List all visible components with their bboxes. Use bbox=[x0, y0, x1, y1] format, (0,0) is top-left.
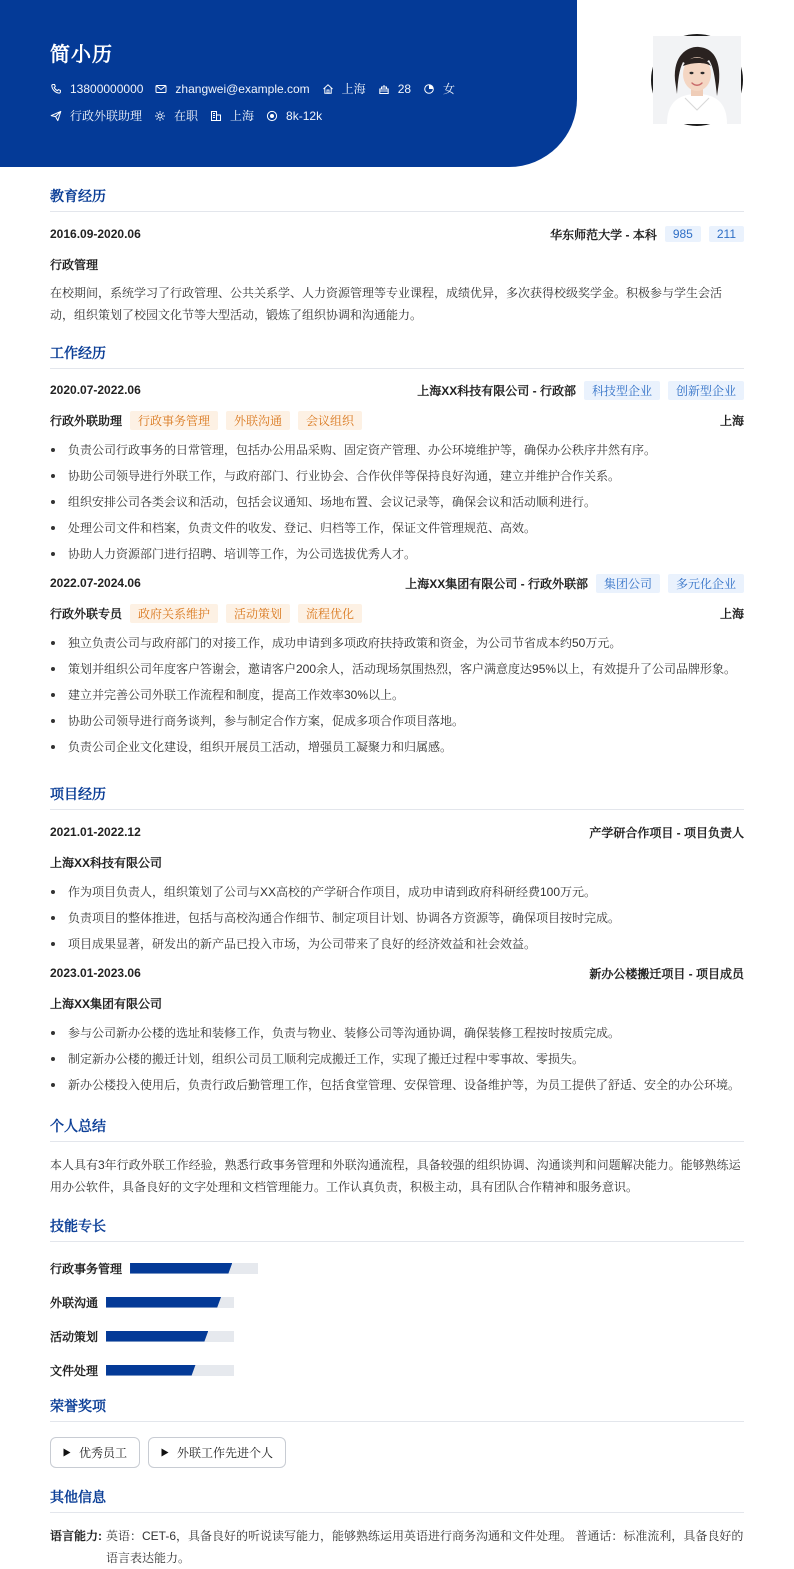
phone-text: 13800000000 bbox=[70, 81, 144, 96]
work-company bbox=[405, 574, 744, 593]
list-item: 建立并完善公司外联工作流程和制度，提高工作效率30%以上。 bbox=[50, 686, 744, 704]
skills-section bbox=[50, 1216, 744, 1395]
building-icon bbox=[210, 110, 222, 122]
honor-label: 外联工作先进个人 bbox=[177, 1446, 274, 1460]
company-tag: 集团公司 bbox=[596, 574, 660, 593]
status-icon bbox=[154, 110, 166, 122]
play-icon bbox=[63, 1448, 71, 1457]
project-name: 产学研合作项目 - 项目负责人 bbox=[589, 825, 744, 840]
school-name: 华东师范大学 - 本科 bbox=[550, 227, 657, 242]
work-date: 2020.07-2022.06 bbox=[50, 383, 141, 397]
work-section bbox=[50, 343, 744, 756]
skills-title: 技能专长 bbox=[50, 1216, 744, 1242]
work-entry bbox=[50, 381, 744, 563]
education-title: 教育经历 bbox=[50, 186, 744, 212]
skill-tag: 政府关系维护 bbox=[130, 604, 218, 623]
project-company: 上海XX科技有限公司 bbox=[50, 855, 163, 870]
list-item: 项目成果显著，研发出的新产品已投入市场，为公司带来了良好的经济效益和社会效益。 bbox=[50, 935, 744, 953]
gender-text: 女 bbox=[443, 82, 456, 96]
resume-body bbox=[50, 186, 744, 1569]
skill-item bbox=[50, 1327, 403, 1345]
other-section bbox=[50, 1487, 744, 1569]
job-intent-row bbox=[50, 107, 334, 124]
work-location: 上海 bbox=[719, 413, 744, 428]
email-item bbox=[155, 82, 309, 96]
project-entry bbox=[50, 823, 744, 953]
list-item: 参与公司新办公楼的选址和装修工作，负责与物业、装修公司等沟通协调，确保装修工程按时按质完成。 bbox=[50, 1024, 744, 1042]
education-major-line bbox=[50, 255, 744, 273]
work-title: 工作经历 bbox=[50, 343, 744, 369]
honor-badge bbox=[50, 1437, 140, 1468]
skill-bar-fill bbox=[106, 1365, 196, 1376]
skill-bar bbox=[106, 1297, 234, 1308]
skill-name: 活动策划 bbox=[50, 1329, 99, 1344]
list-item: 作为项目负责人，组织策划了公司与XX高校的产学研合作项目，成功申请到政府科研经费100万元。 bbox=[50, 883, 744, 901]
list-item: 组织安排公司各类会议和活动，包括会议通知、场地布置、会议记录等，确保会议和活动顺利进行。 bbox=[50, 493, 744, 511]
skill-name: 文件处理 bbox=[50, 1363, 99, 1378]
skill-item bbox=[50, 1259, 403, 1277]
honor-badge bbox=[148, 1437, 286, 1468]
list-item: 负责公司行政事务的日常管理，包括办公用品采购、固定资产管理、办公环境维护等，确保办公秩序井然有序。 bbox=[50, 441, 744, 459]
salary-item bbox=[266, 109, 322, 123]
work-date: 2022.07-2024.06 bbox=[50, 576, 141, 590]
other-text: 英语：CET-6，具备良好的听说读写能力，能够熟练运用英语进行商务沟通和文件处理。 普通话：标准流利，具备良好的语言表达能力。 bbox=[106, 1529, 744, 1565]
status-item bbox=[154, 107, 198, 124]
education-date: 2016.09-2020.06 bbox=[50, 227, 141, 241]
company-name: 上海XX科技有限公司 - 行政部 bbox=[417, 383, 576, 398]
list-item: 负责公司企业文化建设，组织开展员工活动，增强员工凝聚力和归属感。 bbox=[50, 738, 744, 756]
other-info bbox=[50, 1525, 744, 1569]
skill-tag: 外联沟通 bbox=[226, 411, 290, 430]
city-text: 上海 bbox=[341, 82, 366, 96]
phone-item bbox=[50, 82, 143, 96]
skills-grid bbox=[50, 1259, 744, 1395]
target-city-item bbox=[210, 107, 254, 124]
skill-tag: 流程优化 bbox=[298, 604, 362, 623]
age-text: 28 bbox=[397, 81, 412, 96]
skill-name: 外联沟通 bbox=[50, 1295, 99, 1310]
skill-bar bbox=[130, 1263, 258, 1274]
phone-icon bbox=[50, 83, 62, 95]
target-position-text: 行政外联助理 bbox=[70, 109, 143, 123]
gender-item bbox=[423, 80, 455, 97]
company-tag: 多元化企业 bbox=[668, 574, 744, 593]
honor-label: 优秀员工 bbox=[79, 1446, 128, 1460]
summary-text: 本人具有3年行政外联工作经验，熟悉行政事务管理和外联沟通流程，具备较强的组织协调、沟通谈判和问题解决能力。能够熟练运用办公软件，具备良好的文字处理和文档管理能力。工作认真负责，积极主动，具有团队合作精神和服务意识。 bbox=[50, 1158, 741, 1194]
list-item: 协助公司领导进行外联工作，与政府部门、行业协会、合作伙伴等保持良好沟通，建立并维护合作关系。 bbox=[50, 467, 744, 485]
work-company bbox=[417, 381, 744, 400]
skill-bar-fill bbox=[106, 1331, 208, 1342]
skill-tag: 行政事务管理 bbox=[130, 411, 218, 430]
avatar bbox=[651, 34, 743, 126]
send-icon bbox=[50, 110, 62, 122]
honors-title: 荣誉奖项 bbox=[50, 1396, 744, 1422]
work-entry bbox=[50, 574, 744, 756]
list-item: 策划并组织公司年度客户答谢会，邀请客户200余人，活动现场氛围热烈，客户满意度达95%以上，有效提升了公司品牌形象。 bbox=[50, 660, 744, 678]
other-label: 语言能力: bbox=[50, 1529, 102, 1543]
honors-section bbox=[50, 1396, 744, 1468]
salary-icon bbox=[266, 110, 278, 122]
email-text: zhangwei@example.com bbox=[175, 81, 310, 96]
mail-icon bbox=[155, 83, 167, 95]
skill-name: 行政事务管理 bbox=[50, 1261, 123, 1276]
work-role bbox=[50, 604, 362, 623]
work-head bbox=[50, 574, 744, 592]
skill-bar bbox=[106, 1331, 234, 1342]
projects-title: 项目经历 bbox=[50, 784, 744, 810]
status-text: 在职 bbox=[174, 109, 199, 123]
role-title: 行政外联专员 bbox=[50, 606, 123, 621]
project-name: 新办公楼搬迁项目 - 项目成员 bbox=[589, 966, 744, 981]
skill-tag: 活动策划 bbox=[226, 604, 290, 623]
home-icon bbox=[322, 83, 334, 95]
contact-row bbox=[50, 80, 467, 97]
list-item: 协助公司领导进行商务谈判，参与制定合作方案，促成多项合作项目落地。 bbox=[50, 712, 744, 730]
education-school bbox=[550, 226, 744, 243]
projects-section bbox=[50, 784, 744, 1094]
company-tag: 创新型企业 bbox=[668, 381, 744, 400]
other-title: 其他信息 bbox=[50, 1487, 744, 1513]
skill-bar bbox=[106, 1365, 234, 1376]
school-tag: 985 bbox=[665, 226, 701, 242]
project-bullets bbox=[50, 883, 744, 953]
target-position-item bbox=[50, 107, 142, 124]
project-date: 2021.01-2022.12 bbox=[50, 825, 141, 839]
skill-bar-fill bbox=[106, 1297, 221, 1308]
education-major: 行政管理 bbox=[50, 257, 99, 272]
target-city-text: 上海 bbox=[230, 109, 255, 123]
city-item bbox=[322, 80, 366, 97]
skill-tag: 会议组织 bbox=[298, 411, 362, 430]
skill-bar-fill bbox=[130, 1263, 232, 1274]
work-role-line bbox=[50, 411, 744, 429]
salary-text: 8k-12k bbox=[286, 108, 323, 123]
resume-header bbox=[0, 0, 577, 167]
work-role bbox=[50, 411, 362, 430]
list-item: 负责项目的整体推进，包括与高校沟通合作细节、制定项目计划、协调各方资源等，确保项目按时完成。 bbox=[50, 909, 744, 927]
work-bullets bbox=[50, 441, 744, 563]
play-icon bbox=[161, 1448, 169, 1457]
project-company-line bbox=[50, 994, 744, 1012]
work-location: 上海 bbox=[719, 606, 744, 621]
work-role-line bbox=[50, 604, 744, 622]
project-head bbox=[50, 823, 744, 841]
list-item: 独立负责公司与政府部门的对接工作，成功申请到多项政府扶持政策和资金，为公司节省成本约50万元。 bbox=[50, 634, 744, 652]
education-section bbox=[50, 186, 744, 326]
education-head bbox=[50, 225, 744, 243]
summary-section bbox=[50, 1116, 744, 1198]
honors-list bbox=[50, 1437, 744, 1468]
project-bullets bbox=[50, 1024, 744, 1094]
list-item: 新办公楼投入使用后，负责行政后勤管理工作，包括食堂管理、安保管理、设备维护等，为员工提供了舒适、安全的办公环境。 bbox=[50, 1076, 744, 1094]
project-head bbox=[50, 964, 744, 982]
list-item: 处理公司文件和档案，负责文件的收发、登记、归档等工作，保证文件管理规范、高效。 bbox=[50, 519, 744, 537]
project-entry bbox=[50, 964, 744, 1094]
gender-icon bbox=[423, 83, 435, 95]
work-head bbox=[50, 381, 744, 399]
skill-item bbox=[50, 1293, 403, 1311]
skill-item bbox=[50, 1361, 403, 1379]
summary-title: 个人总结 bbox=[50, 1116, 744, 1142]
candidate-name: 简小历 bbox=[50, 44, 113, 66]
age-item bbox=[378, 82, 411, 96]
school-tag: 211 bbox=[709, 226, 744, 242]
education-description: 在校期间，系统学习了行政管理、公共关系学、人力资源管理等专业课程，成绩优异，多次获得校级奖学金。积极参与学生会活动，组织策划了校园文化节等大型活动，锻炼了组织协调和沟通能力。 bbox=[50, 286, 723, 322]
role-title: 行政外联助理 bbox=[50, 413, 123, 428]
company-tag: 科技型企业 bbox=[584, 381, 660, 400]
list-item: 协助人力资源部门进行招聘、培训等工作，为公司选拔优秀人才。 bbox=[50, 545, 744, 563]
project-company-line bbox=[50, 853, 744, 871]
company-name: 上海XX集团有限公司 - 行政外联部 bbox=[405, 576, 588, 591]
project-date: 2023.01-2023.06 bbox=[50, 966, 141, 980]
work-bullets bbox=[50, 634, 744, 756]
project-company: 上海XX集团有限公司 bbox=[50, 996, 163, 1011]
age-icon bbox=[378, 83, 390, 95]
list-item: 制定新办公楼的搬迁计划，组织公司员工顺利完成搬迁工作，实现了搬迁过程中零事故、零损失。 bbox=[50, 1050, 744, 1068]
